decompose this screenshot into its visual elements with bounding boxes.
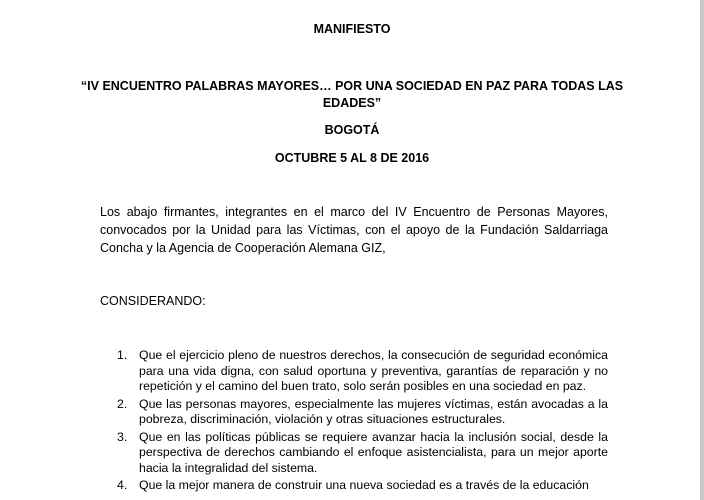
list-item-number: 2. bbox=[117, 396, 128, 411]
list-item-text: Que en las políticas públicas se requiere avanzar hacia la inclusión social, desde la perspectiva de derechos cambiando el enfoque asistencialista, para un mejor aporte hacia la integralidad del sistema. bbox=[139, 429, 608, 475]
list-item-number: 3. bbox=[117, 429, 128, 444]
document-dates: OCTUBRE 5 AL 8 DE 2016 bbox=[274, 151, 430, 165]
document-subtitle bbox=[0, 78, 704, 112]
list-item-number: 4. bbox=[117, 478, 128, 492]
list-item-number: 1. bbox=[117, 348, 128, 362]
list-item bbox=[117, 397, 608, 428]
considering-heading: CONSIDERANDO: bbox=[100, 294, 206, 308]
list-item bbox=[117, 430, 608, 477]
subtitle-line-2: EDADES” bbox=[322, 96, 382, 110]
document-city: BOGOTÁ bbox=[324, 123, 380, 137]
document-title: MANIFIESTO bbox=[313, 22, 391, 36]
considering-list bbox=[117, 348, 608, 496]
list-item-text: Que la mejor manera de construir una nueva sociedad es a través de la educación bbox=[139, 478, 589, 492]
page-edge-divider bbox=[700, 0, 704, 500]
list-item bbox=[117, 348, 608, 395]
list-item bbox=[117, 478, 608, 494]
subtitle-line-1: “IV ENCUENTRO PALABRAS MAYORES… POR UNA SOCIEDAD EN PAZ PARA TODAS LAS bbox=[80, 79, 624, 93]
list-item-text: Que el ejercicio pleno de nuestros derechos, la consecución de seguridad económica para una vida digna, con salud oportuna y preventiva, garantías de reparación y no repetición y el camino del buen trato, solo serán posibles en una sociedad en paz. bbox=[139, 348, 608, 393]
intro-paragraph: Los abajo firmantes, integrantes en el marco del IV Encuentro de Personas Mayores, convocados por la Unidad para las Víctimas, con el apoyo de la Fundación Saldarriaga Concha y la Agencia de Cooperación Alemana GIZ, bbox=[100, 205, 608, 255]
list-item-text: Que las personas mayores, especialmente las mujeres víctimas, están avocadas a la pobreza, discriminación, violación y otras situaciones estructurales. bbox=[139, 396, 608, 426]
